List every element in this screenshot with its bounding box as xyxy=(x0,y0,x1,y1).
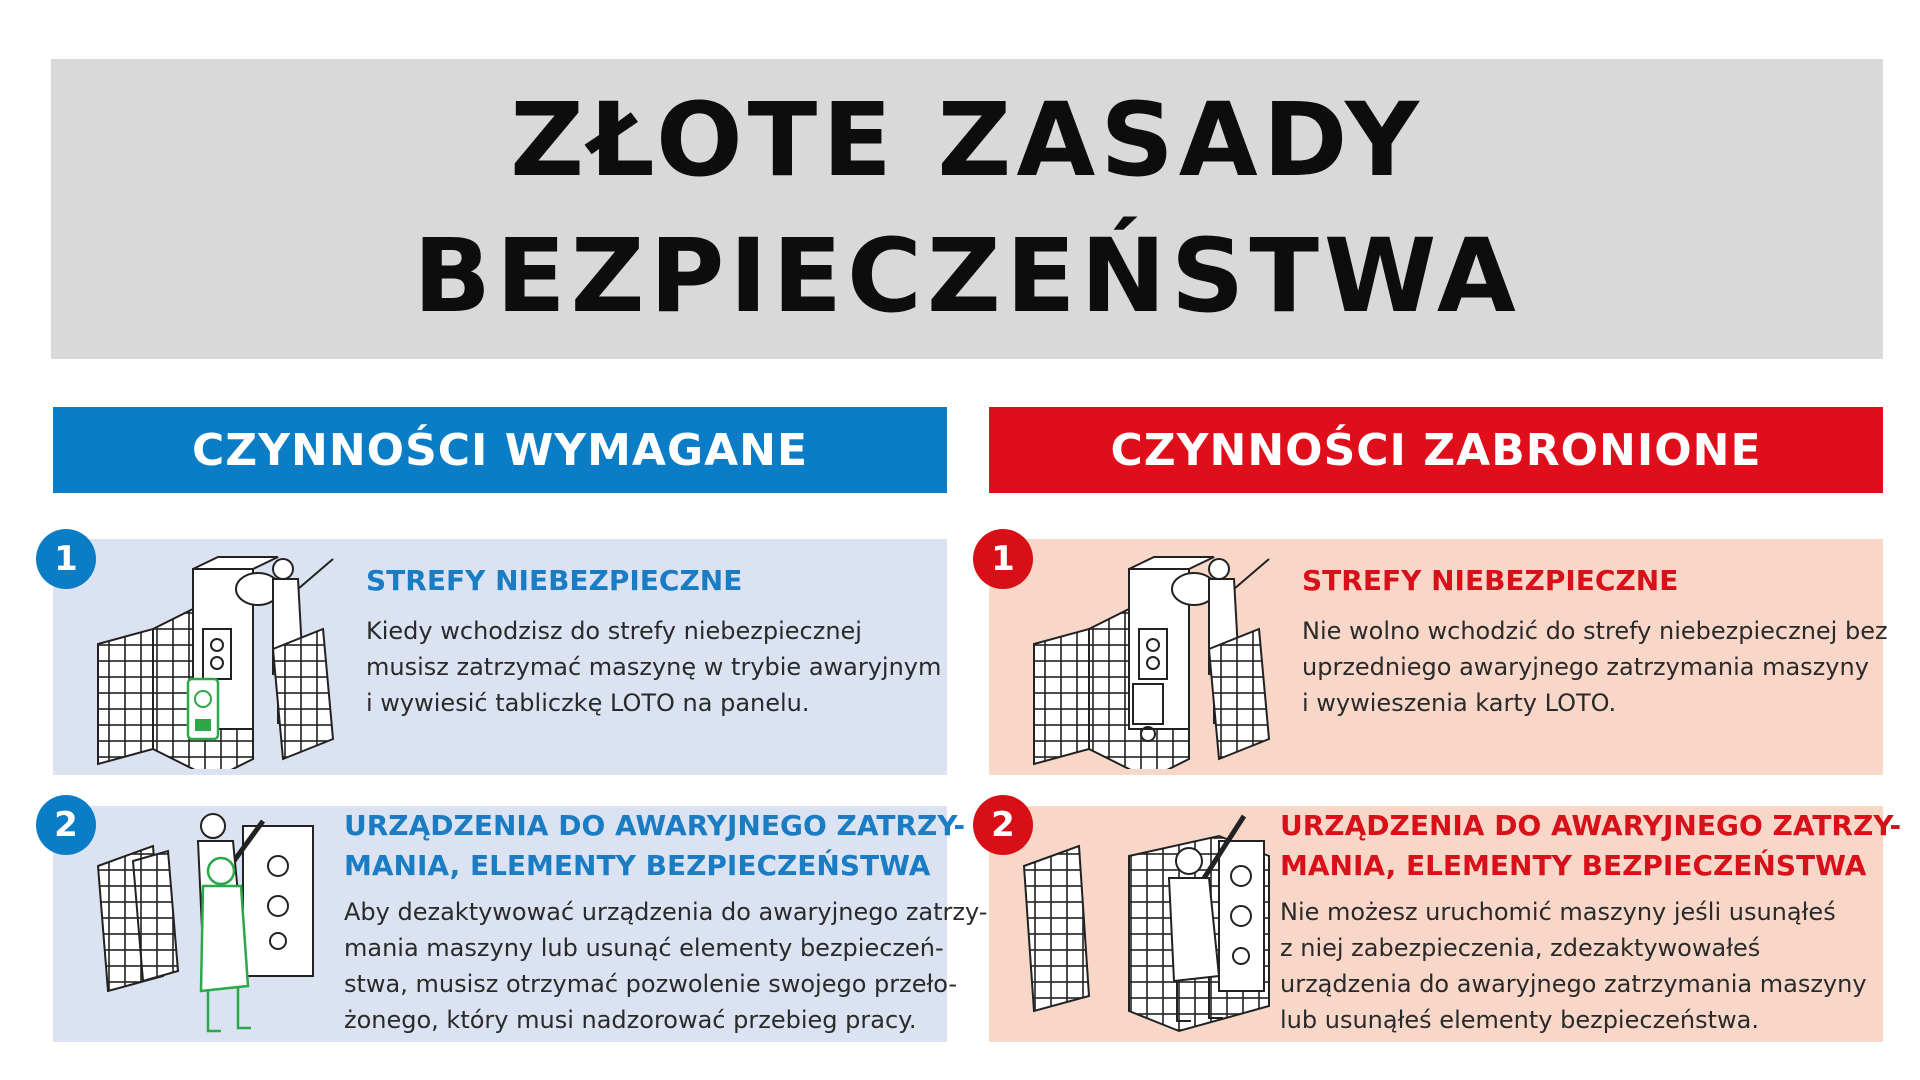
required-rule-2-card xyxy=(53,806,988,1042)
forbidden-actions-header: CZYNNOŚCI ZABRONIONE xyxy=(989,407,1883,493)
operator-lockout-tag-icon xyxy=(93,549,343,769)
forbidden-rule-1-title xyxy=(1302,561,1678,601)
body-line: uprzedniego awaryjnego zatrzymania maszyny xyxy=(1302,653,1869,681)
page-title-line-1: ZŁOTE ZASADY xyxy=(510,81,1424,200)
title-line: URZĄDZENIA DO AWARYJNEGO ZATRZY- xyxy=(344,809,966,842)
forbidden-rule-2-title xyxy=(1280,806,1901,886)
rule-number-badge: 2 xyxy=(36,795,96,855)
title-line: MANIA, ELEMENTY BEZPIECZEŃSTWA xyxy=(1280,849,1867,882)
body-line: stwa, musisz otrzymać pozwolenie swojego przeło- xyxy=(344,970,958,998)
required-actions-header: CZYNNOŚCI WYMAGANE xyxy=(53,407,947,493)
body-line: Nie wolno wchodzić do strefy niebezpiecznej bez xyxy=(1302,617,1888,645)
required-rule-1-card xyxy=(53,539,947,775)
required-rule-2-title xyxy=(344,806,965,886)
body-line: Kiedy wchodzisz do strefy niebezpiecznej xyxy=(366,617,862,645)
operator-no-lockout-icon xyxy=(1029,549,1279,769)
body-line: i wywiesić tabliczkę LOTO na panelu. xyxy=(366,689,810,717)
rule-number-badge: 1 xyxy=(973,529,1033,589)
forbidden-rule-2-text xyxy=(1280,894,1867,1038)
rule-number-badge: 1 xyxy=(36,529,96,589)
body-line: z niej zabezpieczenia, zdezaktywowałeś xyxy=(1280,934,1761,962)
body-line: żonego, który musi nadzorować przebieg pracy. xyxy=(344,1006,917,1034)
supervised-worker-icon xyxy=(93,806,343,1042)
forbidden-rule-2-card xyxy=(989,806,1902,1042)
title-line: MANIA, ELEMENTY BEZPIECZEŃSTWA xyxy=(344,849,931,882)
body-line: Nie możesz uruchomić maszyny jeśli usunąłeś xyxy=(1280,898,1836,926)
body-line: Aby dezaktywować urządzenia do awaryjnego zatrzy- xyxy=(344,898,988,926)
required-rule-1-title xyxy=(366,561,742,601)
body-line: i wywieszenia karty LOTO. xyxy=(1302,689,1617,717)
title-banner xyxy=(51,59,1883,359)
body-line: mania maszyny lub usunąć elementy bezpieczeń- xyxy=(344,934,944,962)
forbidden-rule-1-card xyxy=(989,539,1888,775)
body-line: lub usunąłeś elementy bezpieczeństwa. xyxy=(1280,1006,1760,1034)
body-line: musisz zatrzymać maszynę w trybie awaryjnym xyxy=(366,653,942,681)
required-rule-1-text xyxy=(366,613,941,721)
required-rule-2-text xyxy=(344,894,987,1038)
unsupervised-worker-icon xyxy=(1019,806,1279,1042)
title-line: STREFY NIEBEZPIECZNE xyxy=(366,564,743,597)
rule-number-badge: 2 xyxy=(973,795,1033,855)
body-line: urządzenia do awaryjnego zatrzymania maszyny xyxy=(1280,970,1867,998)
title-line: STREFY NIEBEZPIECZNE xyxy=(1302,564,1679,597)
page-title-line-2: BEZPIECZEŃSTWA xyxy=(413,217,1521,336)
forbidden-rule-1-text xyxy=(1302,613,1888,721)
title-line: URZĄDZENIA DO AWARYJNEGO ZATRZY- xyxy=(1280,809,1902,842)
